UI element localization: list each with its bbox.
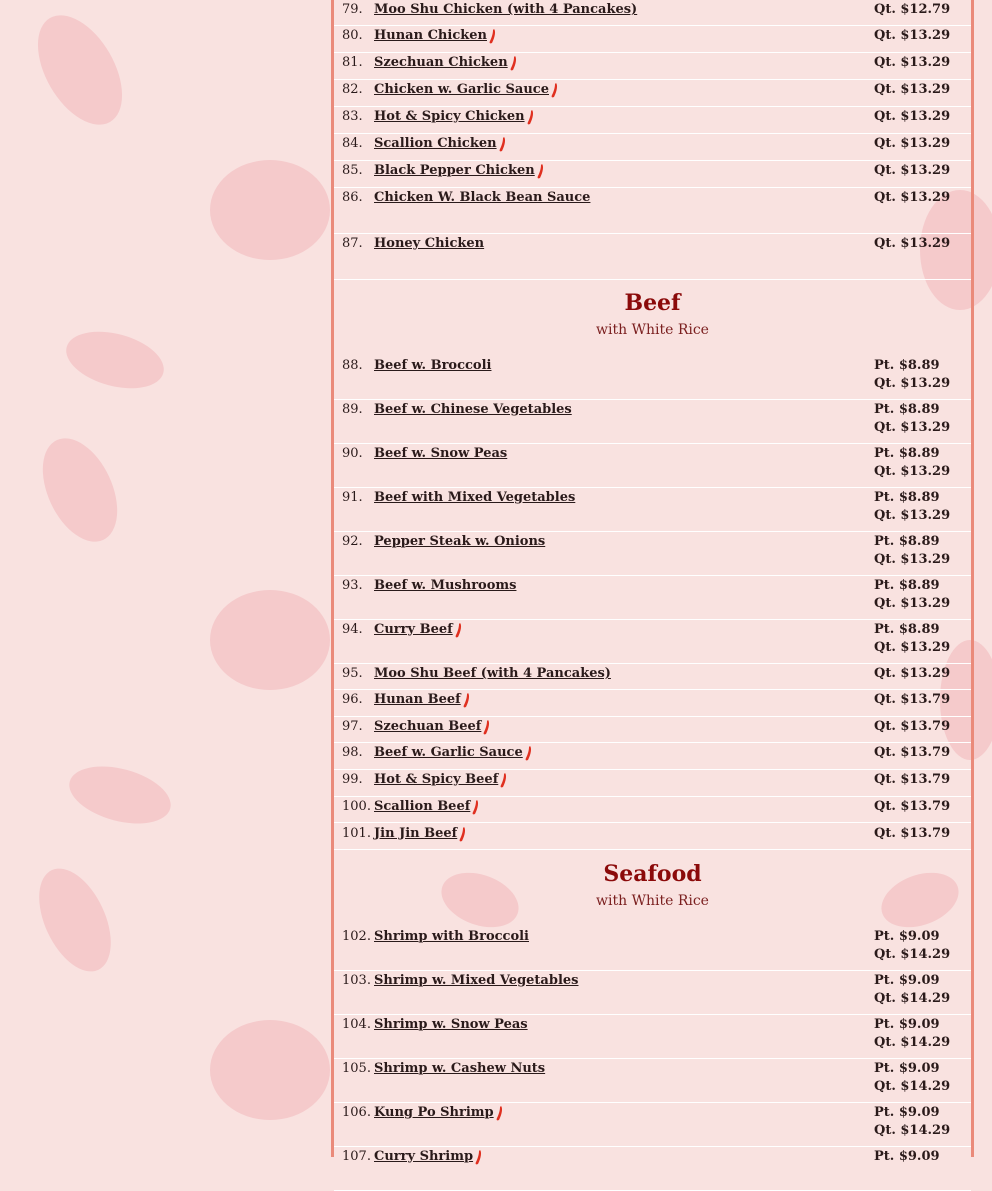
menu-item-row bbox=[334, 444, 971, 488]
menu-item-row bbox=[334, 0, 971, 26]
item-number: 101. bbox=[342, 825, 371, 841]
section-title: Beef bbox=[624, 290, 681, 316]
item-price: Qt. $14.29 bbox=[874, 1079, 951, 1094]
item-price: Qt. $14.29 bbox=[874, 1035, 951, 1050]
menu-item-row bbox=[334, 927, 971, 971]
item-number: 88. bbox=[342, 358, 363, 373]
menu-item-row bbox=[334, 797, 971, 824]
chili-pepper-icon bbox=[472, 800, 479, 815]
section-title: Seafood bbox=[603, 861, 702, 887]
item-name-link[interactable]: Beef w. Garlic Sauce bbox=[374, 745, 523, 761]
menu-item-row bbox=[334, 690, 971, 717]
item-price: Qt. $13.29 bbox=[874, 420, 951, 435]
item-name-link[interactable]: Hunan Chicken bbox=[374, 28, 487, 43]
item-price: Pt. $9.09 bbox=[874, 1105, 940, 1120]
chili-pepper-icon bbox=[527, 110, 534, 125]
item-name-link[interactable]: Szechuan Chicken bbox=[374, 55, 508, 70]
chili-pepper-icon bbox=[537, 164, 544, 179]
item-name-link[interactable]: Curry Shrimp bbox=[374, 1149, 474, 1164]
item-number: 87. bbox=[342, 236, 363, 251]
item-price: Qt. $14.29 bbox=[874, 1123, 951, 1138]
item-name-link[interactable]: Beef w. Chinese Vegetables bbox=[374, 402, 572, 417]
menu-item-row bbox=[334, 400, 971, 444]
item-price: Qt. $13.29 bbox=[874, 109, 951, 124]
menu-item-row bbox=[334, 488, 971, 532]
item-price: Qt. $13.79 bbox=[874, 745, 951, 761]
item-name-link[interactable]: Szechuan Beef bbox=[374, 718, 482, 734]
item-number: 93. bbox=[342, 578, 363, 593]
item-number: 94. bbox=[342, 622, 363, 637]
item-name-link[interactable]: Scallion Beef bbox=[374, 798, 471, 814]
item-name-link[interactable]: Beef w. Snow Peas bbox=[374, 446, 508, 461]
item-price: Pt. $9.09 bbox=[874, 1061, 940, 1076]
menu-item-row bbox=[334, 161, 971, 188]
item-price: Qt. $13.79 bbox=[874, 718, 951, 734]
section-subtitle: with White Rice bbox=[596, 893, 709, 909]
item-name-link[interactable]: Scallion Chicken bbox=[374, 136, 497, 151]
item-price: Qt. $13.29 bbox=[874, 552, 951, 567]
item-number: 95. bbox=[342, 666, 363, 681]
chili-pepper-icon bbox=[510, 56, 517, 71]
menu-item-row bbox=[334, 1147, 971, 1191]
menu-item-row bbox=[334, 107, 971, 134]
item-number: 98. bbox=[342, 745, 363, 761]
chili-pepper-icon bbox=[496, 1106, 503, 1121]
item-number: 85. bbox=[342, 163, 363, 178]
menu-item-row bbox=[334, 1015, 971, 1059]
item-number: 81. bbox=[342, 55, 363, 70]
item-price: Qt. $13.29 bbox=[874, 508, 951, 523]
menu-item-row bbox=[334, 188, 971, 234]
item-price: Pt. $9.09 bbox=[874, 973, 940, 988]
item-number: 80. bbox=[342, 28, 363, 43]
item-price: Pt. $8.89 bbox=[874, 578, 940, 593]
item-name-link[interactable]: Pepper Steak w. Onions bbox=[374, 534, 546, 549]
item-number: 97. bbox=[342, 718, 363, 734]
item-number: 82. bbox=[342, 82, 363, 97]
item-name-link[interactable]: Hot & Spicy Beef bbox=[374, 772, 499, 788]
item-name-link[interactable]: Shrimp w. Mixed Vegetables bbox=[374, 973, 579, 988]
item-price: Qt. $13.29 bbox=[874, 163, 951, 178]
item-price: Qt. $13.29 bbox=[874, 596, 951, 611]
item-number: 102. bbox=[342, 929, 371, 944]
menu-item-row bbox=[334, 717, 971, 744]
chili-pepper-icon bbox=[525, 746, 532, 761]
item-price: Pt. $8.89 bbox=[874, 446, 940, 461]
item-price: Qt. $13.29 bbox=[874, 190, 951, 205]
menu-item-row bbox=[334, 53, 971, 80]
item-price: Qt. $13.29 bbox=[874, 136, 951, 151]
item-price: Qt. $14.29 bbox=[874, 991, 951, 1006]
item-number: 91. bbox=[342, 490, 363, 505]
chili-pepper-icon bbox=[475, 1150, 482, 1165]
item-name-link[interactable]: Kung Po Shrimp bbox=[374, 1105, 494, 1120]
menu-item-row bbox=[334, 971, 971, 1015]
item-price: Qt. $13.29 bbox=[874, 464, 951, 479]
item-number: 107. bbox=[342, 1149, 371, 1164]
item-number: 105. bbox=[342, 1061, 371, 1076]
item-name-link[interactable]: Shrimp w. Cashew Nuts bbox=[374, 1061, 546, 1076]
item-price: Pt. $8.89 bbox=[874, 358, 940, 373]
menu-item-row bbox=[334, 743, 971, 770]
item-price: Qt. $13.29 bbox=[874, 28, 951, 43]
item-name-link[interactable]: Black Pepper Chicken bbox=[374, 163, 535, 178]
menu-item-row bbox=[334, 664, 971, 690]
item-number: 83. bbox=[342, 109, 363, 124]
menu-item-row bbox=[334, 824, 971, 851]
item-price: Qt. $13.79 bbox=[874, 692, 951, 707]
menu-item-row bbox=[334, 620, 971, 664]
section-header bbox=[334, 861, 971, 909]
item-number: 90. bbox=[342, 446, 363, 461]
menu-item-row bbox=[334, 770, 971, 797]
item-price: Qt. $12.79 bbox=[874, 2, 951, 17]
menu-panel bbox=[331, 0, 974, 1164]
item-number: 84. bbox=[342, 136, 363, 151]
menu-item-row bbox=[334, 1059, 971, 1103]
item-price: Qt. $13.29 bbox=[874, 236, 951, 251]
item-name-link[interactable]: Shrimp w. Snow Peas bbox=[374, 1017, 528, 1032]
item-number: 92. bbox=[342, 534, 363, 549]
item-name-link[interactable]: Jin Jin Beef bbox=[374, 825, 458, 841]
item-price: Qt. $13.29 bbox=[874, 82, 951, 97]
item-name-link[interactable]: Hunan Beef bbox=[374, 692, 461, 707]
item-number: 100. bbox=[342, 798, 371, 814]
item-price: Pt. $8.89 bbox=[874, 622, 940, 637]
item-name-link[interactable]: Honey Chicken bbox=[374, 236, 485, 251]
menu-item-row bbox=[334, 26, 971, 53]
item-number: 103. bbox=[342, 973, 371, 988]
item-name-link[interactable]: Beef w. Broccoli bbox=[374, 358, 492, 373]
item-price: Qt. $13.79 bbox=[874, 825, 951, 841]
item-number: 79. bbox=[342, 2, 363, 17]
section-subtitle: with White Rice bbox=[596, 322, 709, 338]
section-header bbox=[334, 290, 971, 338]
item-name-link[interactable]: Moo Shu Beef (with 4 Pancakes) bbox=[374, 666, 611, 681]
chili-pepper-icon bbox=[500, 773, 507, 788]
item-price: Qt. $13.79 bbox=[874, 772, 951, 788]
item-price: Qt. $14.29 bbox=[874, 947, 951, 962]
item-name-link[interactable]: Chicken W. Black Bean Sauce bbox=[374, 190, 591, 205]
item-price: Qt. $13.29 bbox=[874, 376, 951, 391]
item-name-link[interactable]: Moo Shu Chicken (with 4 Pancakes) bbox=[374, 2, 638, 17]
item-price: Pt. $8.89 bbox=[874, 534, 940, 549]
chili-pepper-icon bbox=[489, 29, 496, 44]
item-number: 106. bbox=[342, 1105, 371, 1120]
item-number: 89. bbox=[342, 402, 363, 417]
item-name-link[interactable]: Beef with Mixed Vegetables bbox=[374, 490, 576, 505]
item-price: Qt. $13.29 bbox=[874, 55, 951, 70]
item-name-link[interactable]: Hot & Spicy Chicken bbox=[374, 109, 525, 124]
menu-item-row bbox=[334, 80, 971, 107]
item-name-link[interactable]: Beef w. Mushrooms bbox=[374, 578, 517, 593]
item-price: Qt. $13.29 bbox=[874, 640, 951, 655]
item-price: Qt. $13.79 bbox=[874, 798, 951, 814]
menu-item-row bbox=[334, 356, 971, 400]
chili-pepper-icon bbox=[483, 720, 490, 735]
item-name-link[interactable]: Curry Beef bbox=[374, 622, 453, 637]
item-price: Pt. $9.09 bbox=[874, 1017, 940, 1032]
menu-item-row bbox=[334, 532, 971, 576]
item-price: Pt. $9.09 bbox=[874, 1149, 940, 1164]
menu-item-row bbox=[334, 134, 971, 161]
menu-item-row bbox=[334, 1103, 971, 1147]
chili-pepper-icon bbox=[455, 623, 462, 638]
chili-pepper-icon bbox=[551, 83, 558, 98]
item-name-link[interactable]: Chicken w. Garlic Sauce bbox=[374, 82, 549, 97]
item-price: Pt. $8.89 bbox=[874, 490, 940, 505]
item-number: 104. bbox=[342, 1017, 371, 1032]
item-name-link[interactable]: Shrimp with Broccoli bbox=[374, 929, 529, 944]
item-number: 96. bbox=[342, 692, 363, 707]
item-price: Pt. $9.09 bbox=[874, 929, 940, 944]
chili-pepper-icon bbox=[463, 693, 470, 708]
item-price: Pt. $8.89 bbox=[874, 402, 940, 417]
menu-item-row bbox=[334, 234, 971, 280]
chili-pepper-icon bbox=[499, 137, 506, 152]
menu-item-row bbox=[334, 576, 971, 620]
chili-pepper-icon bbox=[459, 827, 466, 842]
item-number: 86. bbox=[342, 190, 363, 205]
item-price: Qt. $13.29 bbox=[874, 666, 951, 681]
item-number: 99. bbox=[342, 772, 363, 788]
